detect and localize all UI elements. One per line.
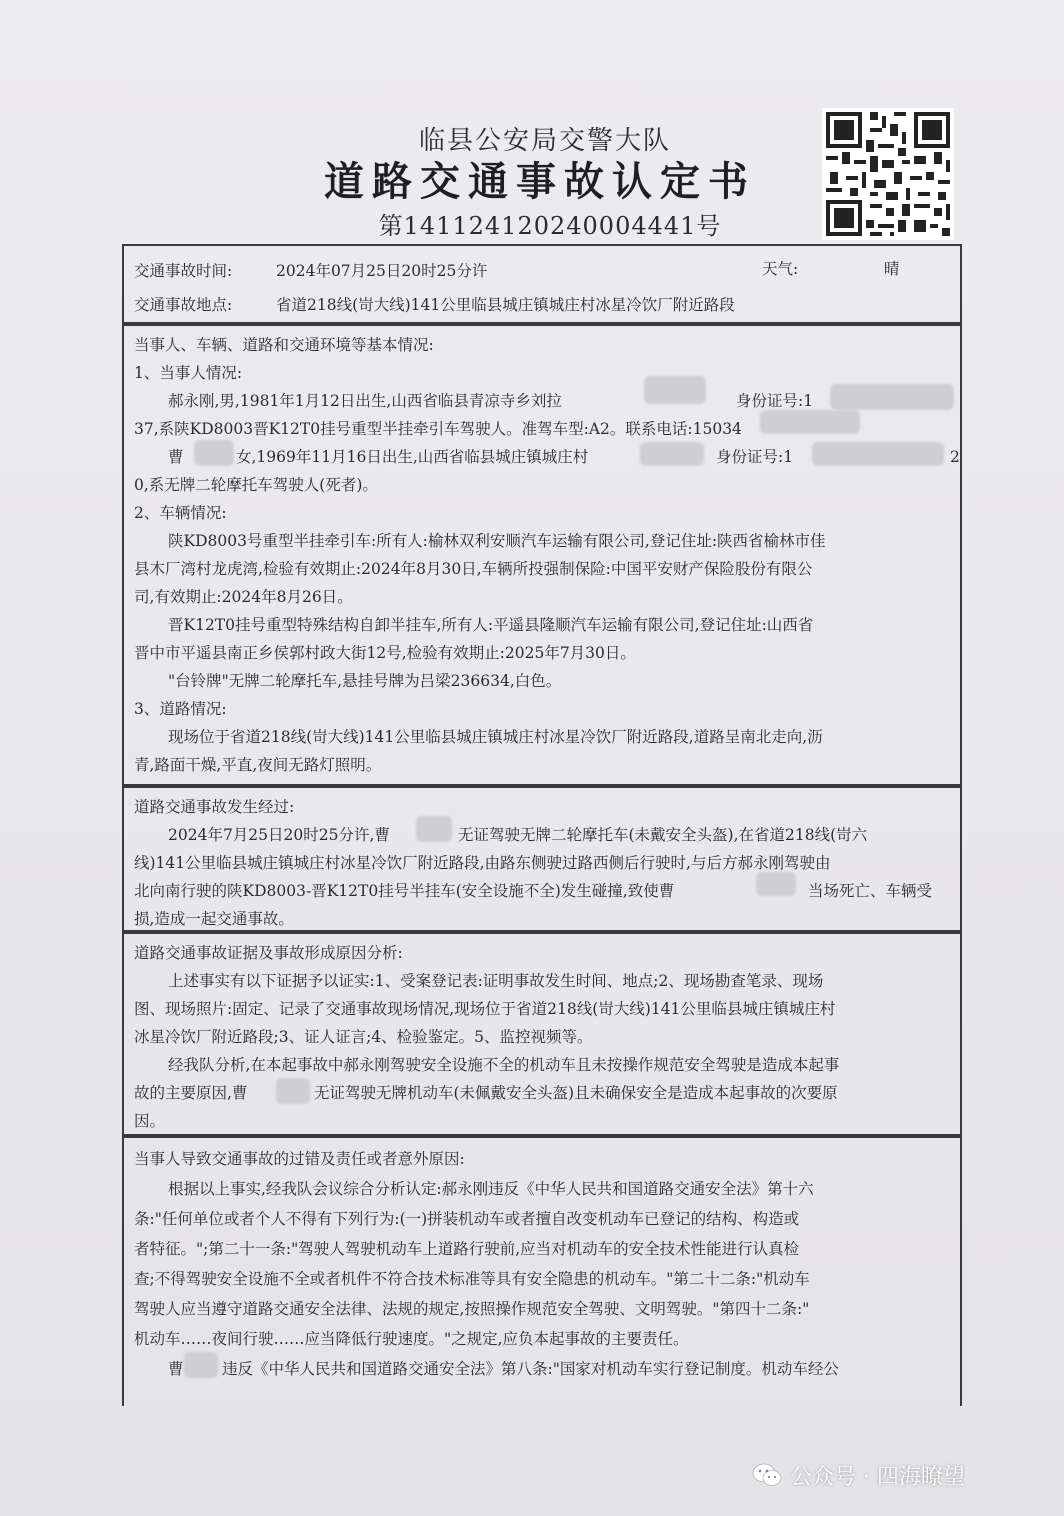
party-2-id-label: 身份证号:1 xyxy=(716,448,794,466)
evidence-analysis-box xyxy=(122,932,962,1136)
vehicle-1-line-3: 司,有效期止:2024年8月26日。 xyxy=(134,588,353,606)
redaction-blur xyxy=(276,1078,310,1104)
fault-line-1: 根据以上事实,经我队会议综合分析认定:郝永刚违反《中华人民共和国道路交通安全法》第十六 xyxy=(168,1180,814,1198)
vehicle-1-line-2: 县木厂湾村龙虎湾,检验有效期止:2024年8月30日,车辆所投强制保险:中国平安财产保险股份有限公 xyxy=(134,560,813,578)
section-heading: 道路交通事故发生经过: xyxy=(134,798,295,816)
section-heading: 当事人导致交通事故的过错及责任或者意外原因: xyxy=(134,1150,465,1168)
fault-line-2: 条:"任何单位或者个人不得有下列行为:(一)拼装机动车或者擅自改变机动车已登记的结构、构造或 xyxy=(134,1210,800,1228)
fault-line-6: 机动车……夜间行驶……应当降低行驶速度。"之规定,应负本起事故的主要责任。 xyxy=(134,1330,689,1348)
place-value: 省道218线(岢大线)141公里临县城庄镇城庄村冰星冷饮厂附近路段 xyxy=(276,296,735,314)
fault-line-7a: 曹 xyxy=(168,1360,184,1378)
issuing-organization: 临县公安局交警大队 xyxy=(418,126,671,156)
redaction-blur xyxy=(830,384,954,410)
redaction-blur xyxy=(812,442,944,466)
process-line-3b: 当场死亡、车辆受 xyxy=(808,882,933,900)
fault-responsibility-box xyxy=(122,1136,962,1406)
time-value: 2024年07月25日20时25分许 xyxy=(276,262,488,280)
party-1-id-label: 身份证号:1 xyxy=(736,392,814,410)
evidence-line-1: 上述事实有以下证据予以证实:1、受案登记表:证明事故发生时间、地点;2、现场勘查笔录、现场 xyxy=(168,972,824,990)
party-1-line-2: 37,系陕KD8003晋K12T0挂号重型半挂牵引车驾驶人。准驾车型:A2。联系电话:15034 xyxy=(134,420,742,438)
document-number: 第141124120240004441号 xyxy=(378,212,722,240)
process-line-1b: 无证驾驶无牌二轮摩托车(未戴安全头盔),在省道218线(岢六 xyxy=(458,826,868,844)
party-2-id-end: 2 xyxy=(950,448,960,466)
evidence-line-5b: 无证驾驶无牌机动车(未佩戴安全头盔)且未确保安全是造成本起事故的次要原 xyxy=(314,1084,838,1102)
weather-value: 晴 xyxy=(884,260,900,278)
fault-line-7b: 违反《中华人民共和国道路交通安全法》第八条:"国家对机动车实行登记制度。机动车经公 xyxy=(222,1360,839,1378)
evidence-line-2: 图、现场照片:固定、记录了交通事故现场情况,现场位于省道218线(岢大线)141公里临县城庄镇城庄村 xyxy=(134,1000,836,1018)
fault-line-4: 查;不得驾驶安全设施不全或者机件不符合技术标准等具有安全隐患的机动车。"第二十二条:"机动车 xyxy=(134,1270,810,1288)
vehicle-1-line-1: 陕KD8003号重型半挂牵引车:所有人:榆林双利安顺汽车运输有限公司,登记住址:陕西省榆林市佳 xyxy=(168,532,826,550)
place-label: 交通事故地点: xyxy=(134,296,233,314)
vehicle-2-line-1: 晋K12T0挂号重型特殊结构自卸半挂车,所有人:平遥县隆顺汽车运输有限公司,登记住址:山西省 xyxy=(168,616,814,634)
party-1-line-1: 郝永刚,男,1981年1月12日出生,山西省临县青凉寺乡刘拉 xyxy=(168,392,562,410)
redaction-blur xyxy=(756,872,796,896)
process-line-4: 损,造成一起交通事故。 xyxy=(134,910,294,928)
accident-info-box xyxy=(122,244,962,324)
process-line-3a: 北向南行驶的陕KD8003-晋K12T0挂号半挂车(安全设施不全)发生碰撞,致使曹 xyxy=(134,882,675,900)
road-line-2: 青,路面干燥,平直,夜间无路灯照明。 xyxy=(134,756,382,774)
evidence-line-3: 冰星冷饮厂附近路段;3、证人证言;4、检验鉴定。5、监控视频等。 xyxy=(134,1028,593,1046)
qr-code-icon xyxy=(822,108,954,240)
vehicle-2-line-2: 晋中市平遥县南正乡侯郭村政大街12号,检验有效期止:2025年7月30日。 xyxy=(134,644,636,662)
fault-line-3: 者特征。";第二十一条:"驾驶人驾驶机动车上道路行驶前,应当对机动车的安全技术性能进行认真检 xyxy=(134,1240,800,1258)
process-line-2: 线)141公里临县城庄镇城庄村冰星冷饮厂附近路段,由路东侧驶过路西侧后行驶时,与后方郝永刚驾驶由 xyxy=(134,854,831,872)
redaction-blur xyxy=(644,376,706,404)
weather-label: 天气: xyxy=(762,260,799,278)
subsection-title: 3、道路情况: xyxy=(134,700,227,718)
party-2-line-2: 0,系无牌二轮摩托车驾驶人(死者)。 xyxy=(134,476,378,494)
redaction-blur xyxy=(184,1352,218,1378)
accident-process-box xyxy=(122,786,962,932)
redaction-blur xyxy=(194,440,234,466)
section-heading: 道路交通事故证据及事故形成原因分析: xyxy=(134,944,403,962)
wechat-icon xyxy=(752,1462,782,1488)
watermark-text: 公众号 · 四海瞭望 xyxy=(790,1465,965,1490)
evidence-line-6: 因。 xyxy=(134,1112,166,1130)
redaction-blur xyxy=(760,410,860,434)
document-title: 道路交通事故认定书 xyxy=(324,158,756,205)
party-2-line-1: 女,1969年11月16日出生,山西省临县城庄镇城庄村 xyxy=(236,448,589,466)
vehicle-3-line: "台铃牌"无牌二轮摩托车,悬挂号牌为吕梁236634,白色。 xyxy=(168,672,562,690)
redaction-blur xyxy=(416,816,452,842)
subsection-title: 2、车辆情况: xyxy=(134,504,227,522)
process-line-1a: 2024年7月25日20时25分许,曹 xyxy=(168,826,390,844)
subsection-title: 1、当事人情况: xyxy=(134,364,243,382)
section-heading: 当事人、车辆、道路和交通环境等基本情况: xyxy=(134,336,434,354)
time-label: 交通事故时间: xyxy=(134,262,233,280)
evidence-line-4: 经我队分析,在本起事故中郝永刚驾驶安全设施不全的机动车且未按操作规范安全驾驶是造成本起事 xyxy=(168,1056,840,1074)
evidence-line-5a: 故的主要原因,曹 xyxy=(134,1084,248,1102)
fault-line-5: 驾驶人应当遵守道路交通安全法律、法规的规定,按照操作规范安全驾驶、文明驾驶。"第四十二条:" xyxy=(134,1300,810,1318)
party-2-name: 曹 xyxy=(168,448,184,466)
redaction-blur xyxy=(640,442,704,466)
road-line-1: 现场位于省道218线(岢大线)141公里临县城庄镇城庄村冰星冷饮厂附近路段,道路呈南北走向,沥 xyxy=(168,728,823,746)
